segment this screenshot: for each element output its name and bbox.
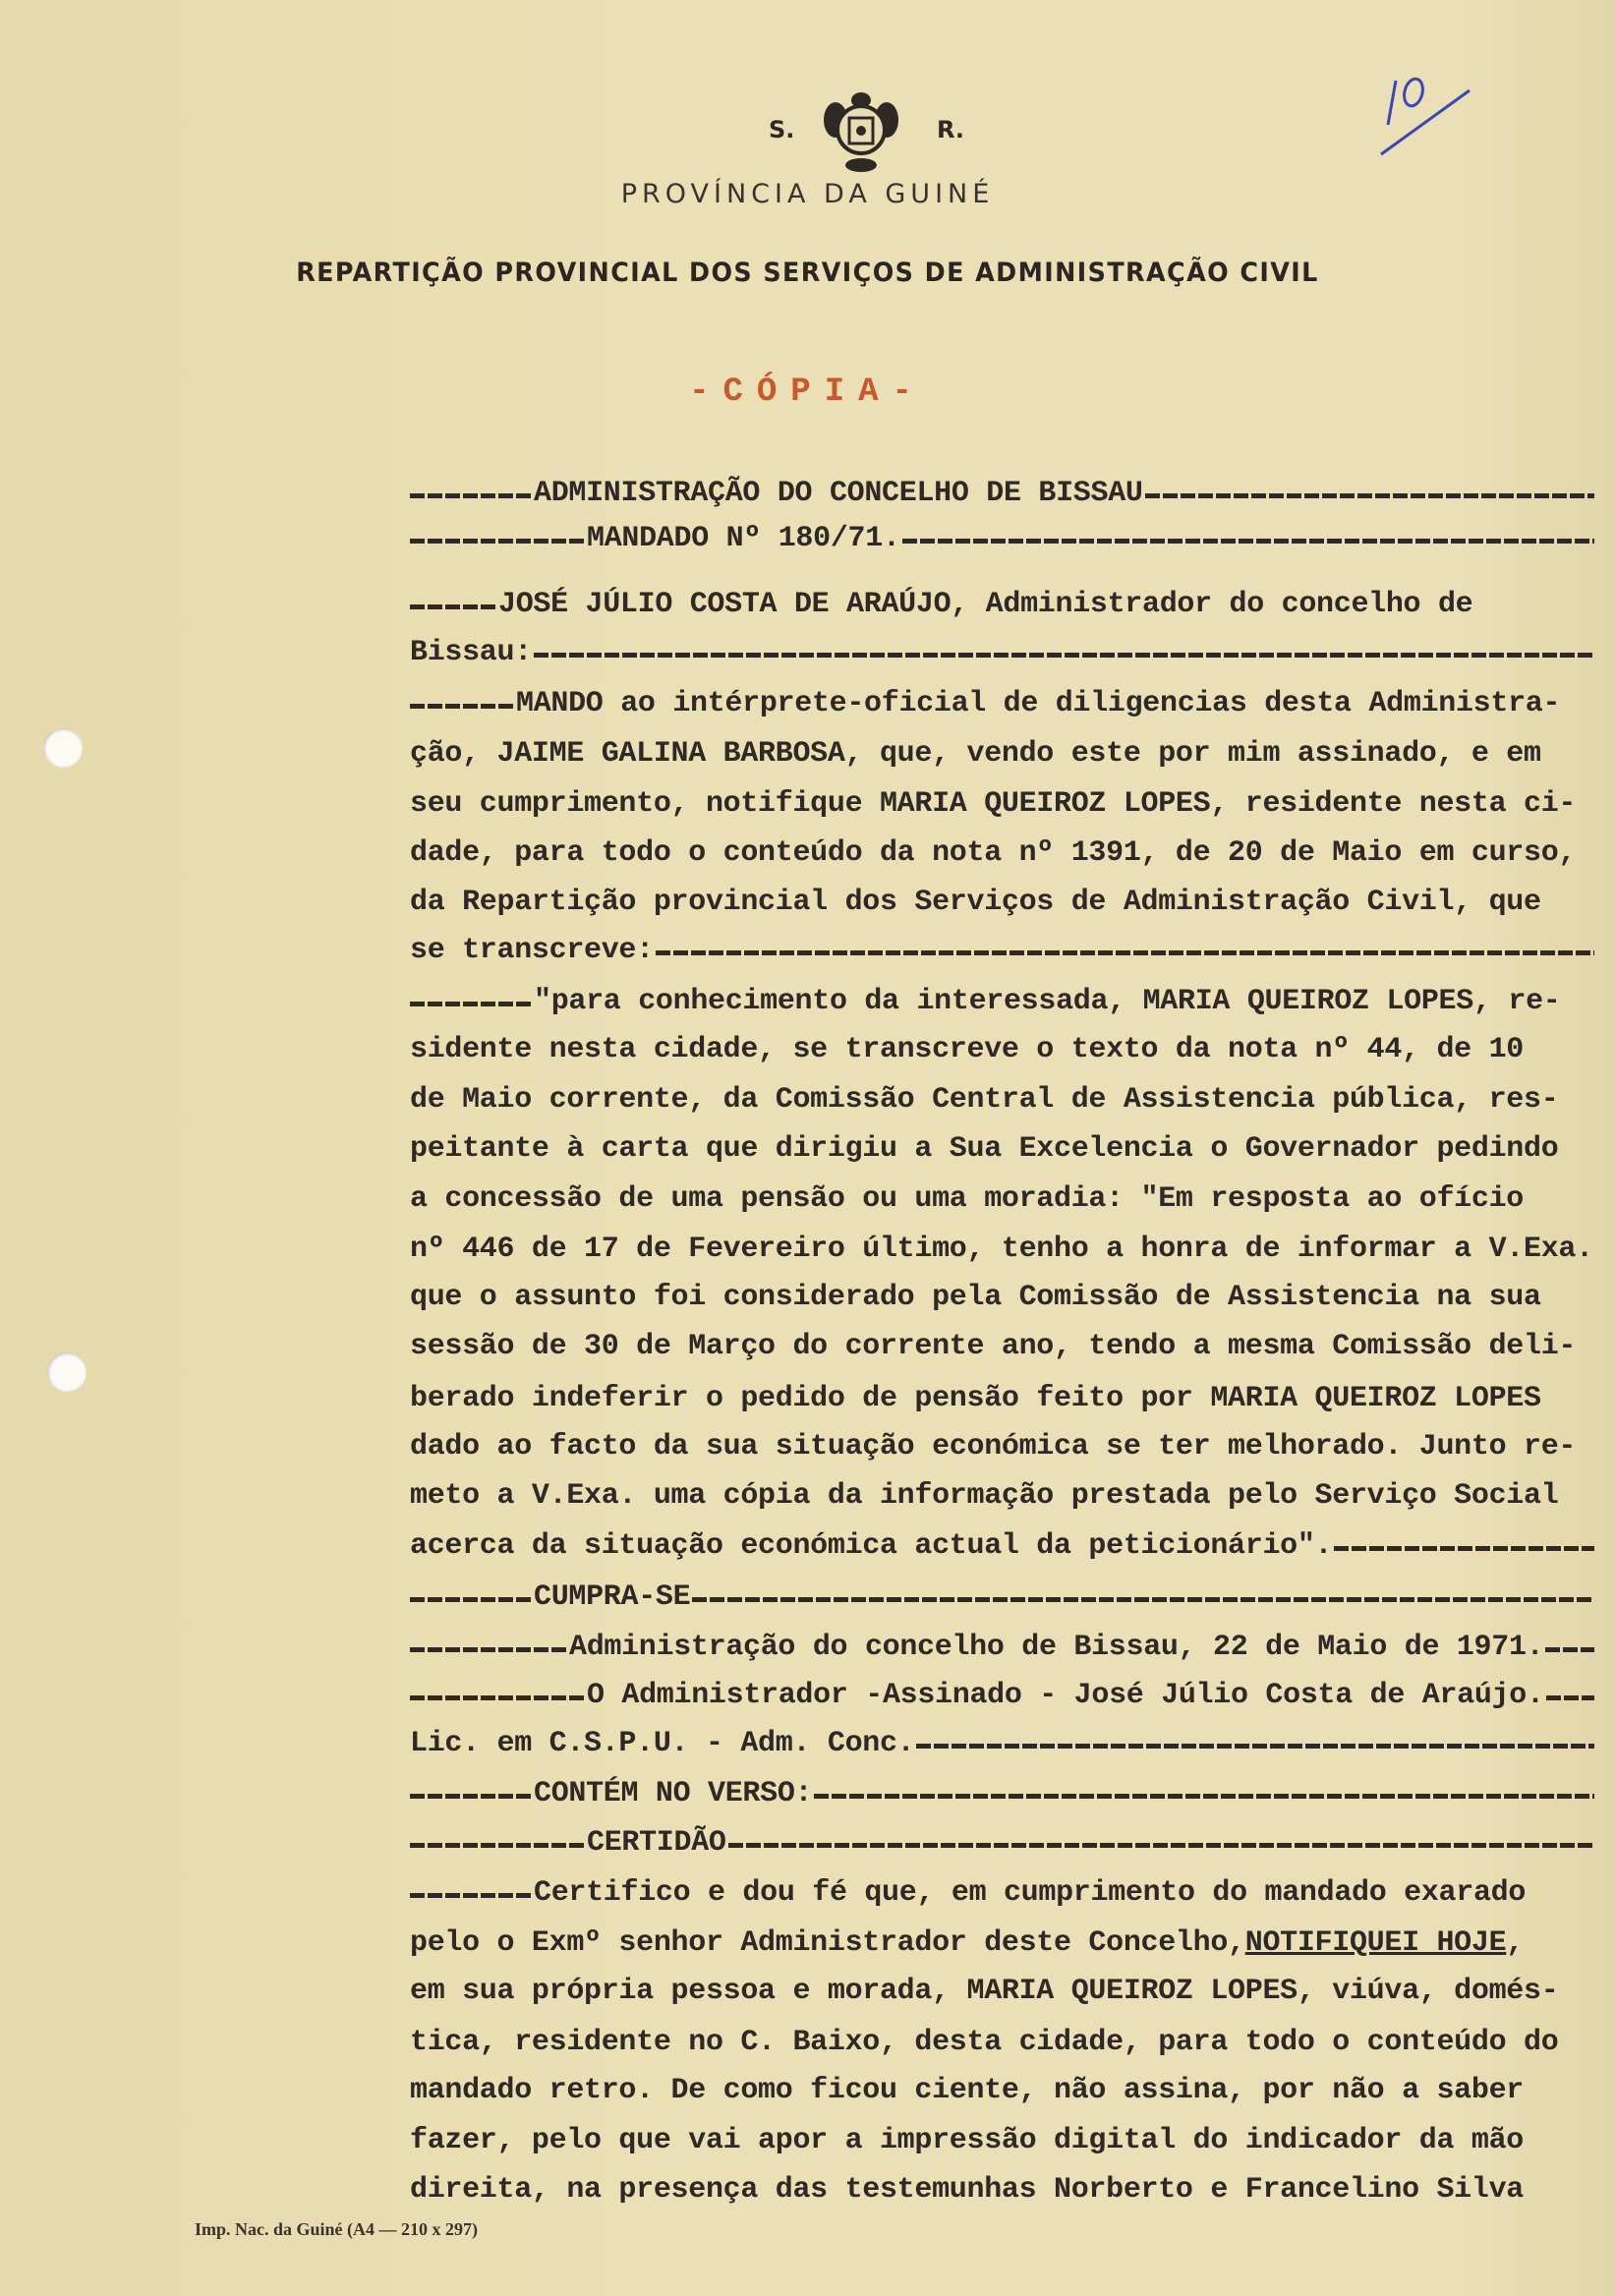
- line-text: JOSÉ JÚLIO COSTA DE ARAÚJO, Administrador do concelho de: [498, 588, 1473, 621]
- leader-dashes: [410, 704, 516, 709]
- line-text: "para conhecimento da interessada, MARIA QUEIROZ LOPES, re-: [534, 985, 1561, 1018]
- line-text: ADMINISTRAÇÃO DO CONCELHO DE BISSAU: [534, 477, 1143, 510]
- typed-line: [410, 474, 1594, 513]
- department-title: REPARTIÇÃO PROVINCIAL DOS SERVIÇOS DE ADMINISTRAÇÃO CIVIL: [296, 258, 1319, 288]
- typed-line: [410, 784, 1594, 824]
- line-text: MANDADO Nº 180/71.: [587, 522, 900, 555]
- line-text: se transcreve:: [410, 934, 654, 967]
- typed-line: [410, 1526, 1594, 1566]
- leader-dashes: [410, 1843, 587, 1848]
- typed-line: [410, 1923, 1594, 1963]
- line-text: nº 446 de 17 de Fevereiro último, tenho a honra de informar a V.Exa.: [410, 1233, 1593, 1266]
- line-text: peitante à carta que dirigiu a Sua Excelencia o Governador pedindo: [410, 1132, 1559, 1166]
- filler-dashes: [1145, 493, 1594, 498]
- filler-dashes: [902, 539, 1594, 544]
- line-text: Bissau:: [410, 636, 532, 669]
- typed-line: [410, 1873, 1594, 1913]
- typed-line: [410, 982, 1594, 1021]
- filler-dashes: [656, 950, 1594, 955]
- typed-line: [410, 1080, 1594, 1119]
- typed-line: [410, 833, 1594, 873]
- filler-dashes: [814, 1794, 1594, 1799]
- filler-dashes: [1546, 1695, 1594, 1700]
- province-title: PROVÍNCIA DA GUINÉ: [620, 179, 995, 209]
- typed-line: [410, 519, 1594, 558]
- line-text: a concessão de uma pensão ou uma moradia: "Em resposta ao ofício: [410, 1182, 1524, 1216]
- typed-line: [410, 1230, 1594, 1269]
- typed-line: [410, 2121, 1594, 2160]
- handwritten-folio-number: [1376, 71, 1484, 159]
- typed-line: [410, 1724, 1594, 1763]
- punch-hole-bottom: [47, 1352, 87, 1392]
- typed-line: [410, 1578, 1594, 1617]
- typed-line: [410, 931, 1594, 970]
- typed-line: [410, 2071, 1594, 2110]
- line-text: MANDO ao intérprete-oficial de diligencias desta Administra-: [516, 687, 1561, 720]
- punch-hole-top: [43, 728, 83, 768]
- line-text: CONTÉM NO VERSO:: [534, 1777, 813, 1810]
- line-text: seu cumprimento, notifique MARIA QUEIROZ LOPES, residente nesta ci-: [410, 787, 1577, 821]
- line-text: sidente nesta cidade, se transcreve o texto da nota nº 44, de 10: [410, 1033, 1524, 1066]
- line-text: berado indeferir o pedido de pensão feito por MARIA QUEIROZ LOPES: [410, 1382, 1541, 1415]
- line-text: de Maio corrente, da Comissão Central de Assistencia pública, res-: [410, 1083, 1559, 1117]
- typed-line: [410, 1327, 1594, 1366]
- underlined-text: NOTIFIQUEI HOJE: [1244, 1926, 1507, 1960]
- coat-of-arms-icon: [816, 90, 906, 173]
- filler-dashes: [692, 1597, 1594, 1602]
- line-text: dado ao facto da sua situação económica se ter melhorado. Junto re-: [410, 1430, 1577, 1464]
- letterhead-left-mark: S.: [769, 116, 795, 144]
- typed-line: [410, 2170, 1594, 2210]
- typed-line: [410, 1030, 1594, 1069]
- line-text: O Administrador -Assinado - José Júlio Costa de Araújo.: [587, 1679, 1544, 1712]
- leader-dashes: [410, 604, 498, 609]
- leader-dashes: [410, 1794, 534, 1799]
- line-text: Certifico e dou fé que, em cumprimento do mandado exarado: [534, 1876, 1527, 1910]
- line-text: CUMPRA-SE: [534, 1580, 691, 1614]
- line-text: CERTIDÃO: [587, 1826, 726, 1860]
- line-text: ção, JAIME GALINA BARBOSA, que, vendo este por mim assinado, e em: [410, 737, 1541, 771]
- typed-line: [410, 684, 1594, 723]
- typed-line: [410, 1676, 1594, 1715]
- filler-dashes: [534, 653, 1594, 658]
- line-text: fazer, pelo que vai apor a impressão digital do indicador da mão: [410, 2124, 1524, 2157]
- line-text: Lic. em C.S.P.U. - Adm. Conc.: [410, 1727, 915, 1760]
- typed-line: [410, 1823, 1594, 1863]
- line-text: em sua própria pessoa e morada, MARIA QUEIROZ LOPES, viúva, domés-: [410, 1975, 1559, 2008]
- typed-line: [410, 585, 1594, 624]
- line-text: tica, residente no C. Baixo, desta cidade, para todo o conteúdo do: [410, 2026, 1559, 2059]
- leader-dashes: [410, 1002, 534, 1006]
- typed-line: [410, 2023, 1594, 2062]
- line-text: mandado retro. De como ficou ciente, não assina, por não a saber: [410, 2074, 1524, 2107]
- typed-line: [410, 1427, 1594, 1466]
- line-text: da Repartição provincial dos Serviços de Administração Civil, que: [410, 886, 1541, 919]
- line-text: acerca da situação económica actual da peticionário".: [410, 1529, 1333, 1563]
- typed-line: [410, 883, 1594, 922]
- typed-line: [410, 1278, 1594, 1317]
- typed-line: [410, 1379, 1594, 1418]
- filler-dashes: [1545, 1647, 1594, 1652]
- typed-line: [410, 1179, 1594, 1219]
- line-text: meto a V.Exa. uma cópia da informação prestada pelo Serviço Social: [410, 1479, 1559, 1513]
- filler-dashes: [728, 1843, 1594, 1848]
- leader-dashes: [410, 1893, 534, 1898]
- typed-line: [410, 633, 1594, 672]
- line-text: que o assunto foi considerado pela Comissão de Assistencia na sua: [410, 1281, 1541, 1314]
- printer-imprint: Imp. Nac. da Guiné (A4 — 210 x 297): [195, 2219, 479, 2239]
- line-text: sessão de 30 de Março do corrente ano, tendo a mesma Comissão deli-: [410, 1330, 1577, 1363]
- leader-dashes: [410, 493, 534, 498]
- filler-dashes: [916, 1744, 1594, 1749]
- typed-line: [410, 1972, 1594, 2011]
- line-text: pelo o Exmº senhor Administrador deste Concelho,: [410, 1926, 1245, 1960]
- typed-line: [410, 1129, 1594, 1169]
- copy-label: -CÓPIA-: [689, 373, 926, 411]
- filler-dashes: [1334, 1546, 1594, 1551]
- typed-line: [410, 734, 1594, 774]
- leader-dashes: [410, 539, 587, 544]
- line-text: ,: [1506, 1926, 1524, 1960]
- leader-dashes: [410, 1597, 534, 1602]
- leader-dashes: [410, 1647, 569, 1652]
- line-text: dade, para todo o conteúdo da nota nº 1391, de 20 de Maio em curso,: [410, 836, 1577, 870]
- line-text: direita, na presença das testemunhas Norberto e Francelino Silva: [410, 2173, 1524, 2207]
- letterhead-right-mark: R.: [937, 116, 965, 144]
- typed-line: [410, 1476, 1594, 1516]
- typed-line: [410, 1774, 1594, 1813]
- typed-line: [410, 1628, 1594, 1667]
- leader-dashes: [410, 1695, 587, 1700]
- line-text: Administração do concelho de Bissau, 22 de Maio de 1971.: [569, 1631, 1544, 1664]
